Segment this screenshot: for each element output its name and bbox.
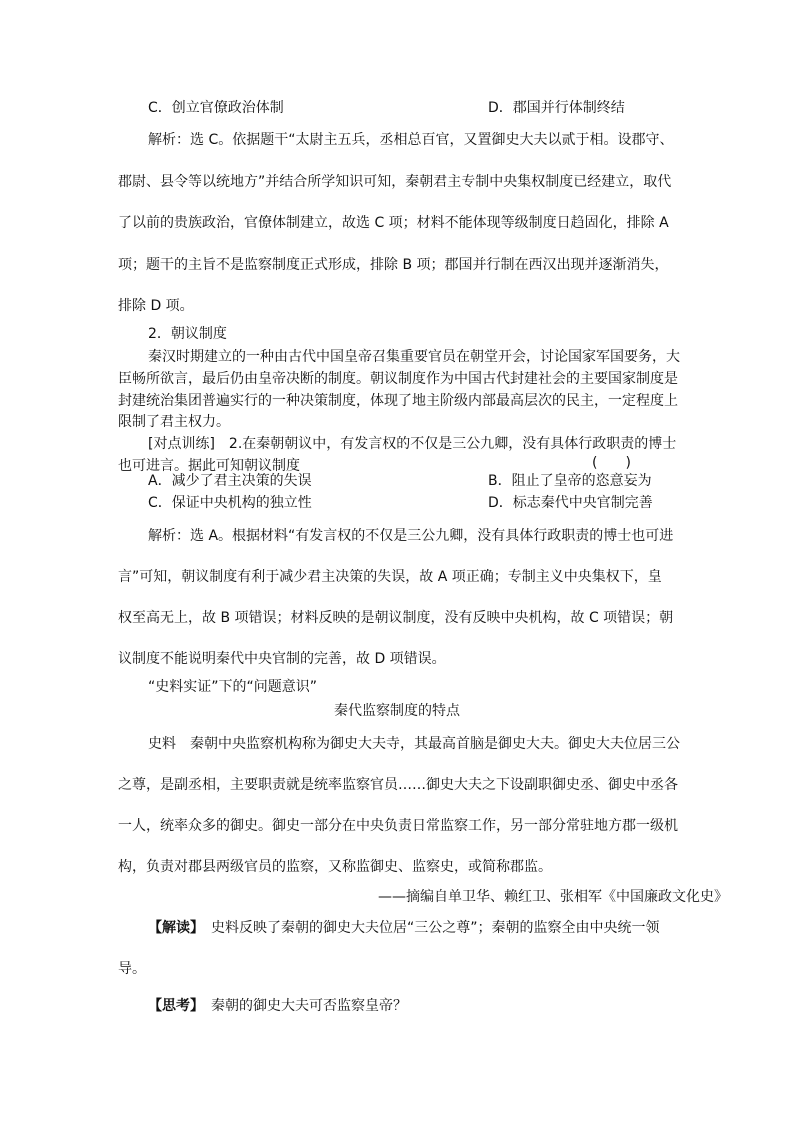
source-line-2: 之尊，是副丞相，主要职责就是统率监察官员……御史大夫之下设副职御史丞、御史中丞各: [118, 777, 678, 793]
source-line-4: 构，负责对郡县两级官员的监察，又称监御史、监察史，或简称郡监。: [118, 859, 552, 875]
reading-label: 【解读】: [148, 920, 197, 936]
source-line-1: 史料 秦朝中央监察机构称为御史大夫寺，其最高首脑是御史大夫。御史大夫位居三公: [148, 736, 680, 752]
q1-analysis-line-2: 郡尉、县令等以统地方”并结合所学知识可知，秦朝君主专制中央集权制度已经建立，取代: [118, 174, 672, 190]
thinking-label: 【思考】: [148, 998, 197, 1014]
section-body-line-4: 限制了君主权力。: [118, 414, 230, 430]
reading-paragraph: [148, 918, 660, 938]
source-line-3: 一人，统率众多的御史。御史一部分在中央负责日常监察工作，另一部分常驻地方郡一级机: [118, 818, 678, 834]
section-body-line-1: 秦汉时期建立的一种由古代中国皇帝召集重要官员在朝堂开会，讨论国家军国要务，大: [148, 349, 680, 365]
section-body-line-2: 臣畅所欲言，最后仍由皇帝决断的制度。朝议制度作为中国古代封建社会的主要国家制度是: [118, 371, 678, 387]
q2-analysis-line-4: 议制度不能说明秦代中央官制的完善，故 D 项错误。: [118, 651, 446, 667]
q2-stem-line-2: 也可进言。据此可知朝议制度: [118, 458, 300, 474]
q2-analysis-line-3: 权至高无上，故 B 项错误；材料反映的是朝议制度，没有反映中央机构，故 C 项错误；朝: [118, 610, 674, 626]
evidence-title: 秦代监察制度的特点: [334, 703, 460, 719]
q1-analysis-line-5: 排除 D 项。: [118, 298, 194, 314]
evidence-subtitle: “史料实证”下的“问题意识”: [148, 679, 318, 695]
q1-option-d: D．郡国并行体制终结: [488, 100, 625, 116]
thinking-paragraph: [148, 996, 407, 1016]
reading-line-2: 导。: [118, 961, 146, 977]
source-citation: ——摘编自单卫华、赖红卫、张相军《中国廉政文化史》: [378, 889, 728, 905]
thinking-text: 秦朝的御史大夫可否监察皇帝？: [211, 998, 407, 1014]
section-heading: 2．朝议制度: [148, 326, 227, 342]
q2-option-d: D．标志秦代中央官制完善: [488, 495, 653, 511]
q1-analysis-line-3: 了以前的贵族政治，官僚体制建立，故选 C 项；材料不能体现等级制度日趋固化，排除 A: [118, 215, 669, 231]
reading-text: 史料反映了秦朝的御史大夫位居“三公之尊”；秦朝的监察全由中央统一领: [211, 920, 660, 936]
q2-analysis-line-2: 言”可知，朝议制度有利于减少君主决策的失误，故 A 项正确；专制主义中央集权下，皇: [118, 569, 662, 585]
q2-option-c: C．保证中央机构的独立性: [148, 495, 312, 511]
q2-answer-bracket: ( ): [592, 455, 631, 471]
q2-stem-line-1: [对点训练] 2.在秦朝朝议中，有发言权的不仅是三公九卿，没有具体行政职责的博士: [148, 436, 677, 452]
q1-analysis-line-1: 解析：选 C。依据题干“太尉主五兵，丞相总百官，又置御史大夫以贰于相。设郡守、: [148, 132, 674, 148]
q1-analysis-line-4: 项；题干的主旨不是监察制度正式形成，排除 B 项；郡国并行制在西汉出现并逐渐消失，: [118, 257, 669, 273]
q1-option-c: C．创立官僚政治体制: [148, 100, 284, 116]
q2-option-a: A．减少了君主决策的失误: [148, 473, 312, 489]
q2-option-b: B．阻止了皇帝的恣意妄为: [488, 473, 652, 489]
section-body-line-3: 封建统治集团普遍实行的一种决策制度，体现了地主阶级内部最高层次的民主，一定程度上: [118, 393, 678, 409]
q2-analysis-line-1: 解析：选 A。根据材料“有发言权的不仅是三公九卿，没有具体行政职责的博士也可进: [148, 528, 674, 544]
